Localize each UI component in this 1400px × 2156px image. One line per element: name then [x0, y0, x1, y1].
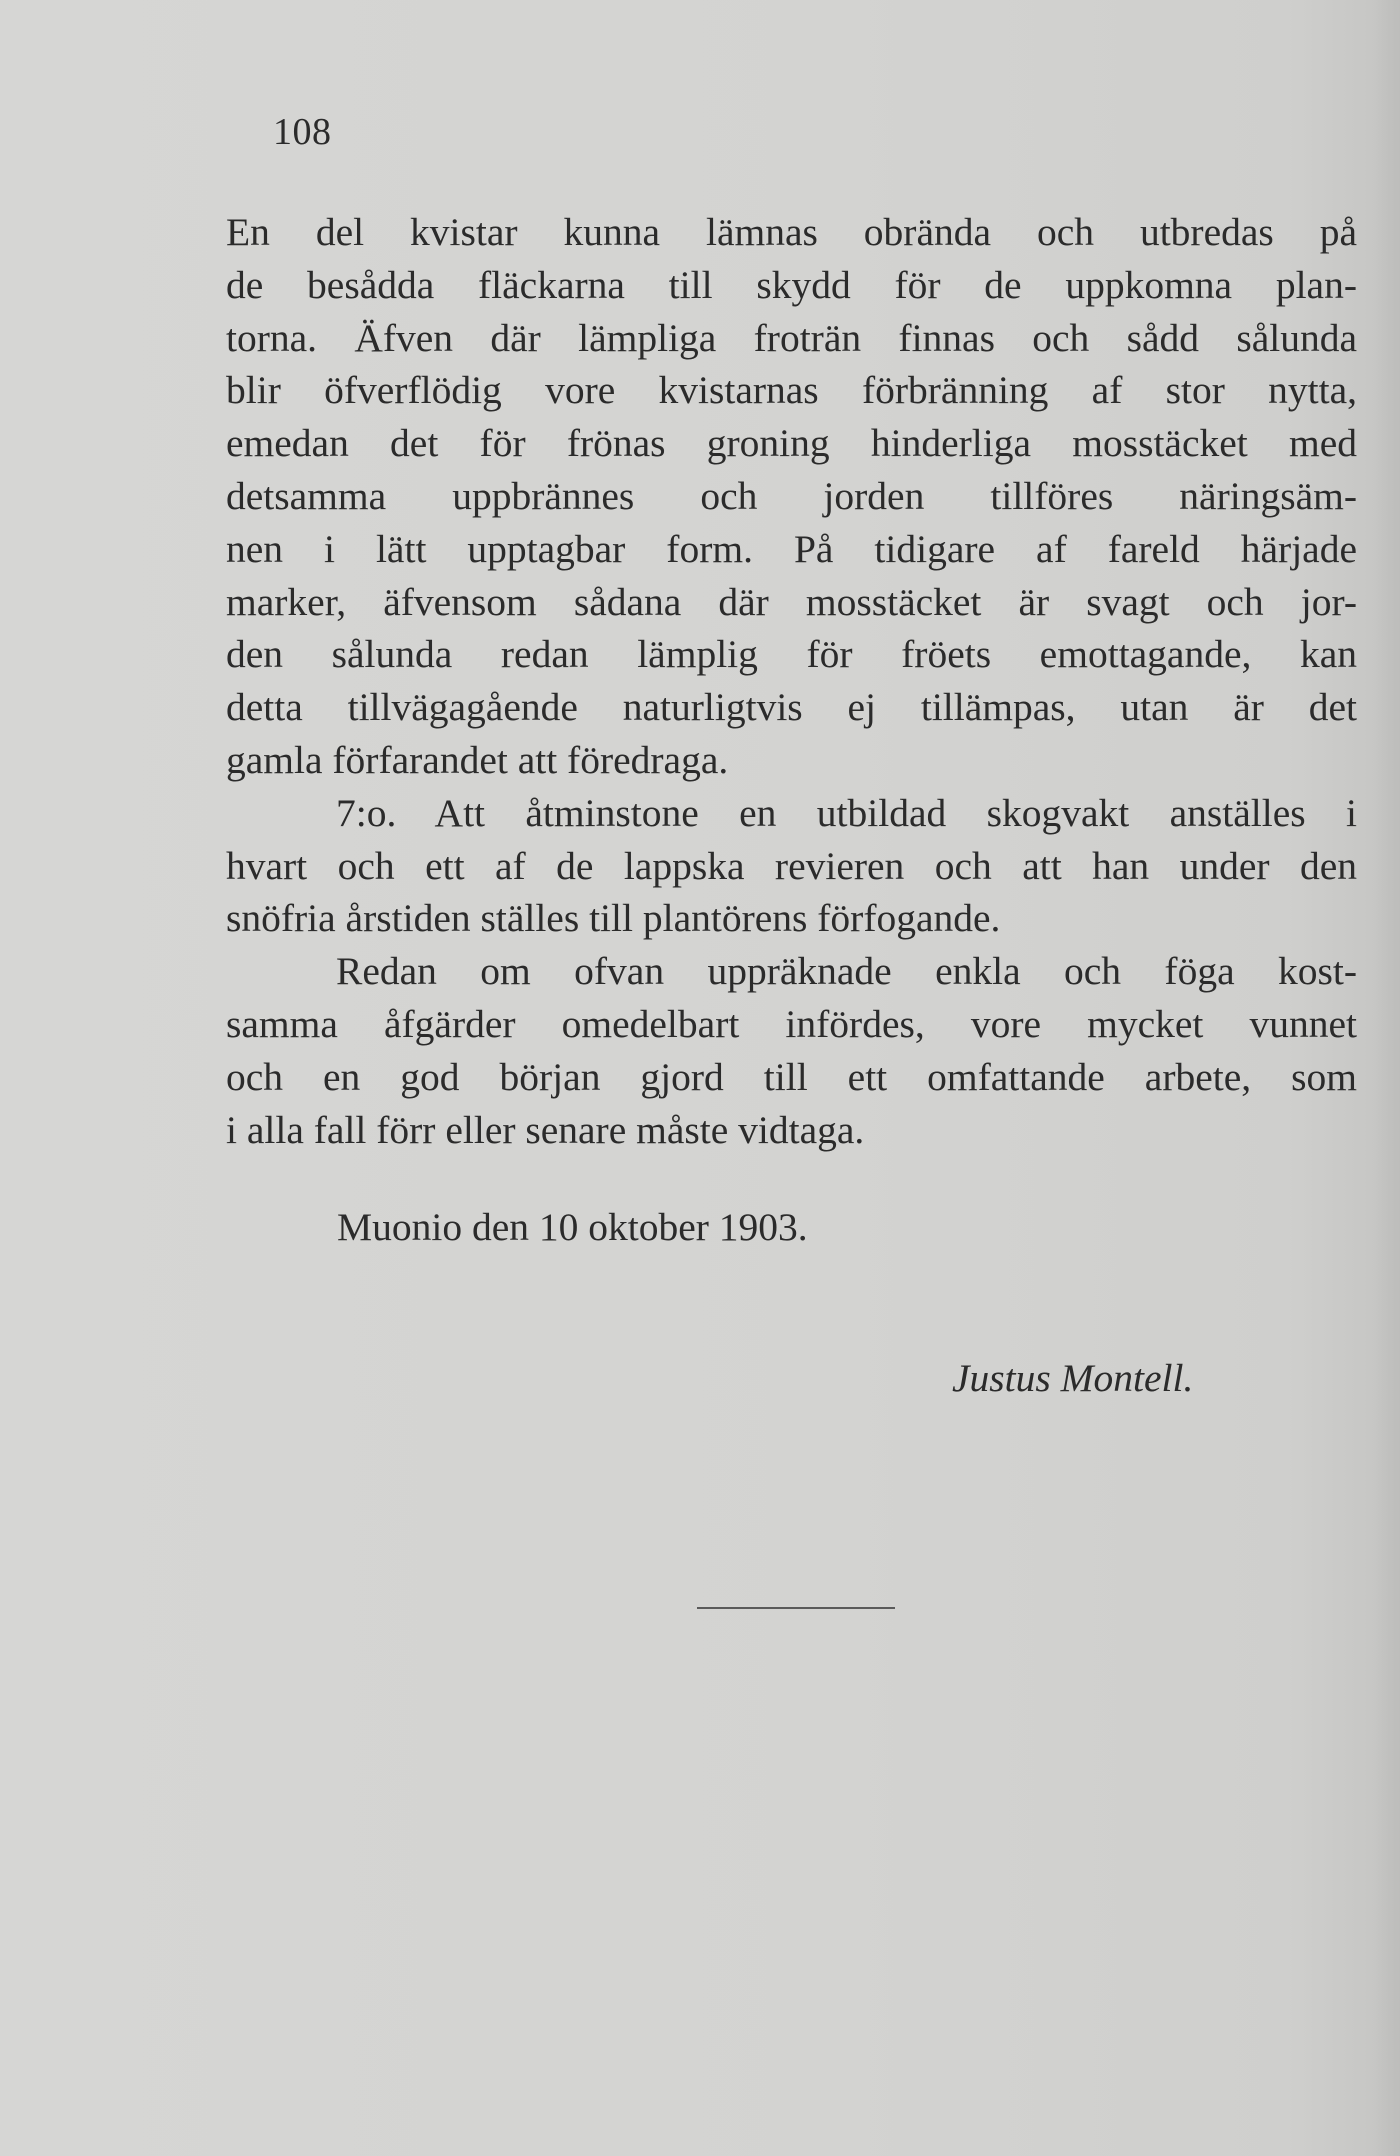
body-text: [226, 206, 1357, 1156]
text-line: i alla fall förr eller senare måste vidtaga.: [226, 1107, 865, 1152]
text-line: emedan det för frönas groning hinderliga mosstäcket med: [226, 421, 1357, 466]
text-line: blir öfverflödig vore kvistarnas förbränning af stor nytta,: [226, 368, 1357, 413]
page-number: 108: [273, 111, 332, 153]
text-line: En del kvistar kunna lämnas obrända och utbredas på: [226, 210, 1357, 254]
dateline: Muonio den 10 oktober 1903.: [337, 1205, 808, 1249]
text-line: nen i lätt upptagbar form. På tidigare af fareld härjade: [226, 526, 1357, 571]
text-line: 7:o. Att åtminstone en utbildad skogvakt anställes i: [336, 790, 1357, 835]
text-line: torna. Äfven där lämpliga froträn finnas och sådd sålunda: [226, 315, 1357, 360]
closing-rule: [697, 1607, 895, 1609]
text-line: de besådda fläckarna till skydd för de uppkomna plan-: [226, 262, 1357, 307]
text-line: Redan om ofvan uppräknade enkla och föga kost-: [336, 949, 1357, 994]
text-line: den sålunda redan lämplig för fröets emottagande, kan: [226, 632, 1357, 677]
text-line: gamla förfarandet att föredraga.: [226, 737, 729, 782]
text-line: samma åfgärder omedelbart infördes, vore mycket vunnet: [226, 1001, 1357, 1046]
text-line: detsamma uppbrännes och jorden tillföres näringsäm-: [226, 473, 1357, 518]
text-line: detta tillvägagående naturligtvis ej tillämpas, utan är det: [226, 685, 1357, 730]
text-line: hvart och ett af de lappska revieren och att han under den: [226, 843, 1357, 888]
text-line: marker, äfvensom sådana där mosstäcket är svagt och jor-: [226, 579, 1357, 624]
text-line: och en god början gjord till ett omfattande arbete, som: [226, 1054, 1357, 1099]
author-signature: Justus Montell.: [952, 1356, 1194, 1400]
text-line: snöfria årstiden ställes till plantörens förfogande.: [226, 896, 1001, 941]
page-edge-shadow: [1374, 0, 1400, 2156]
